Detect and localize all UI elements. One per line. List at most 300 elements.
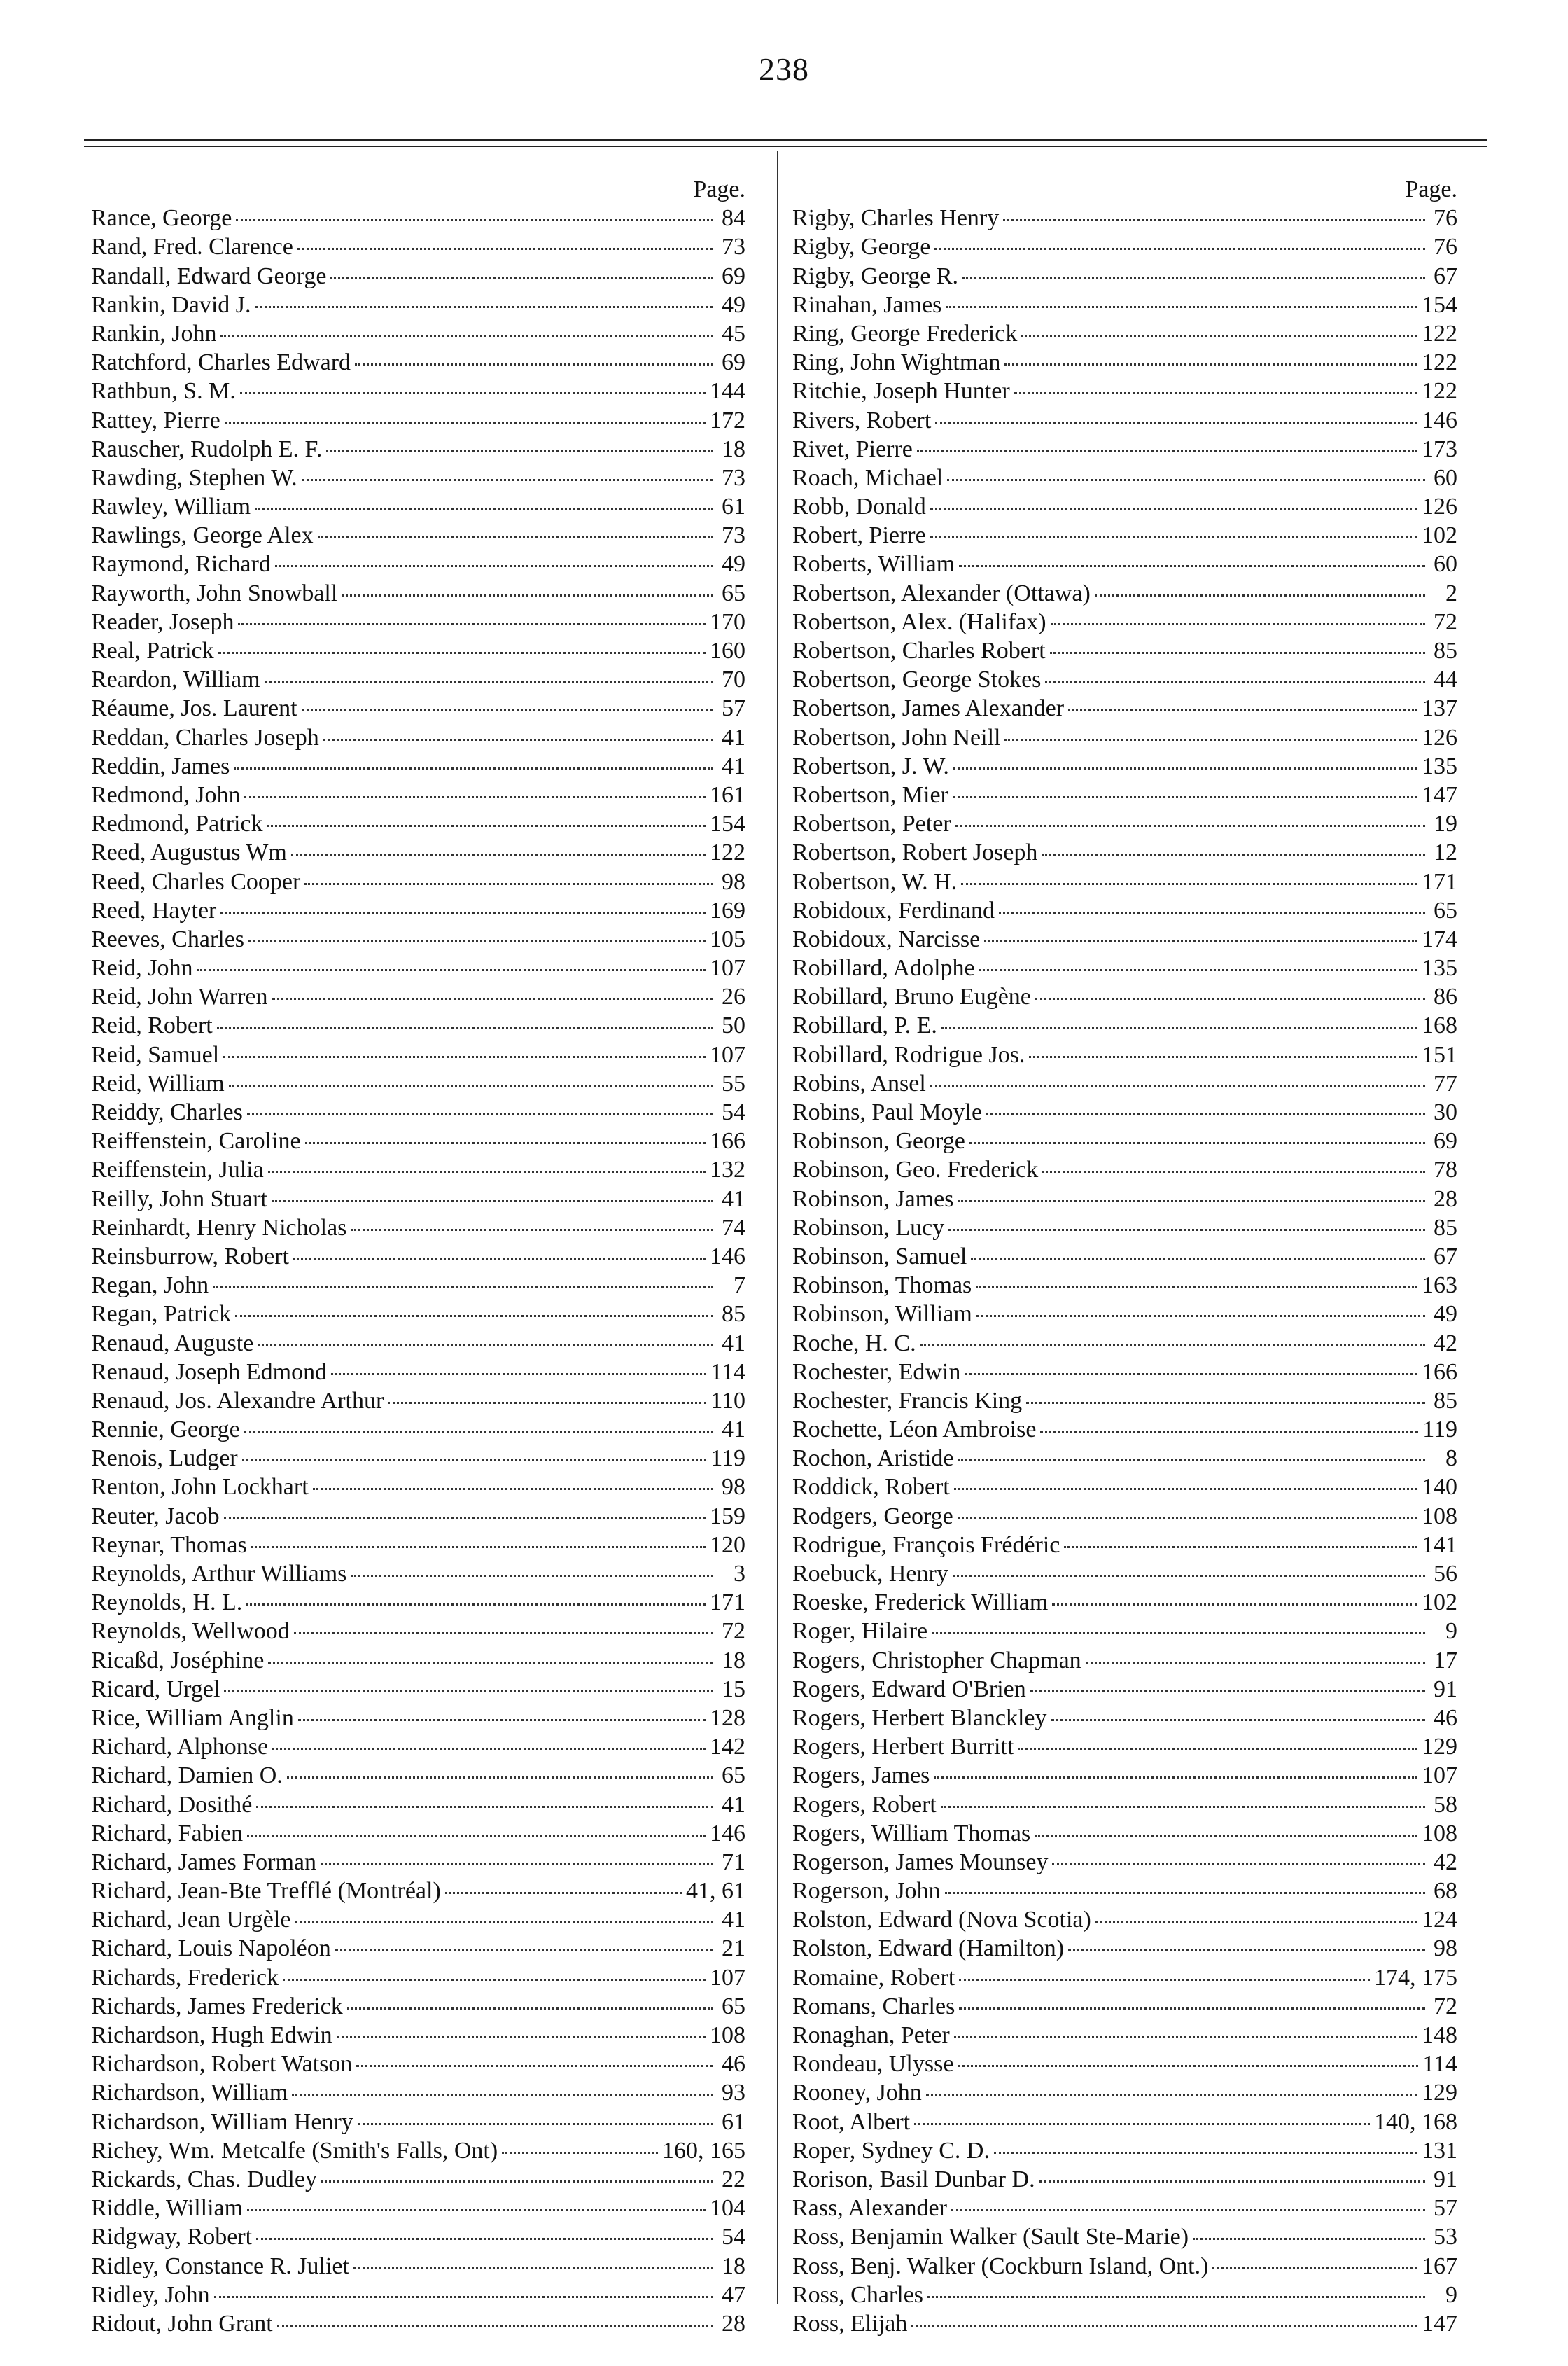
entry-name: Romans, Charles [792, 1993, 955, 2019]
dot-leader [298, 1719, 706, 1721]
index-entry [91, 319, 746, 348]
dot-leader [305, 1142, 706, 1144]
dot-leader [920, 1344, 1425, 1346]
index-entry [792, 781, 1457, 809]
entry-name: Reed, Charles Cooper [91, 868, 301, 895]
index-entry [792, 1848, 1457, 1877]
index-entry [91, 1069, 746, 1098]
index-entry [792, 1704, 1457, 1732]
index-entry [91, 1790, 746, 1819]
index-entry [792, 1271, 1457, 1300]
entry-page-reference: 78 [1434, 1157, 1457, 1183]
index-entry [792, 1155, 1457, 1184]
dot-leader [1003, 219, 1425, 221]
entry-page-reference: 49 [1434, 1301, 1457, 1328]
entry-name: Robillard, Bruno Eugène [792, 984, 1031, 1010]
dot-leader [1045, 681, 1425, 683]
dot-leader [223, 1056, 706, 1058]
entry-name: Richard, Louis Napoléon [91, 1935, 331, 1962]
index-entry [91, 2078, 746, 2107]
entry-name: Reuter, Jacob [91, 1503, 220, 1529]
entry-page-reference: 49 [722, 291, 746, 318]
index-entry [792, 2108, 1457, 2136]
entry-name: Reid, Robert [91, 1012, 213, 1039]
dot-leader [935, 422, 1418, 424]
index-column-right [792, 175, 1457, 2338]
index-entry [792, 1559, 1457, 1588]
entry-name: Regan, John [91, 1272, 209, 1299]
entry-page-reference: 45 [722, 320, 746, 347]
dot-leader [318, 536, 713, 538]
dot-leader [1068, 1949, 1425, 1951]
dot-leader [275, 565, 713, 567]
dot-leader [335, 1949, 713, 1951]
index-entry [91, 896, 746, 925]
index-entry [91, 2222, 746, 2251]
dot-leader [256, 1806, 713, 1808]
dot-leader [267, 825, 706, 827]
entry-name: Rawley, William [91, 494, 251, 520]
dot-leader [1029, 1056, 1418, 1058]
index-entry [792, 1185, 1457, 1213]
dot-leader [277, 2325, 713, 2327]
dot-leader [941, 1806, 1425, 1808]
index-entry [91, 809, 746, 838]
index-entry [91, 982, 746, 1011]
index-entry [91, 464, 746, 492]
page-column-header: Page. [693, 176, 746, 202]
index-entry [792, 868, 1457, 896]
index-entry [91, 1386, 746, 1415]
index-entry [91, 1098, 746, 1127]
index-entry [91, 1531, 746, 1559]
index-entry [91, 1011, 746, 1040]
entry-name: Robinson, James [792, 1185, 954, 1212]
dot-leader [213, 1286, 713, 1288]
entry-page-reference: 126 [1422, 494, 1457, 520]
index-entry [91, 550, 746, 578]
entry-page-reference: 98 [1434, 1935, 1457, 1962]
index-entry [91, 2136, 746, 2165]
entry-name: Rogers, Herbert Blanckley [792, 1704, 1047, 1731]
entry-name: Roeske, Frederick William [792, 1589, 1049, 1616]
dot-leader [291, 854, 706, 856]
entry-page-reference: 54 [722, 2224, 746, 2250]
index-entry [91, 2252, 746, 2281]
entry-page-reference: 171 [710, 1589, 746, 1616]
entry-name: Reader, Joseph [91, 608, 234, 635]
dot-leader [358, 2123, 713, 2125]
entry-name: Reynolds, Arthur Williams [91, 1561, 347, 1587]
entry-page-reference: 104 [710, 2195, 746, 2222]
index-entry [792, 550, 1457, 578]
entry-page-reference: 168 [1422, 1012, 1457, 1039]
index-entry [91, 1934, 746, 1963]
dot-leader [197, 969, 706, 971]
entry-name: Richardson, Hugh Edwin [91, 2022, 332, 2048]
dot-leader [247, 2209, 706, 2211]
entry-page-reference: 50 [722, 1012, 746, 1039]
entry-name: Robertson, John Neill [792, 724, 1001, 751]
dot-leader [293, 1258, 706, 1260]
index-entry [91, 1992, 746, 2021]
entry-page-reference: 163 [1422, 1272, 1457, 1299]
entry-page-reference: 102 [1422, 1589, 1457, 1616]
entry-page-reference: 65 [722, 580, 746, 606]
index-entry [91, 1473, 746, 1501]
entry-page-reference: 85 [1434, 1387, 1457, 1414]
dot-leader [954, 2036, 1418, 2038]
entry-page-reference: 84 [722, 205, 746, 232]
entry-name: Richard, Fabien [91, 1820, 244, 1846]
dot-leader [953, 767, 1418, 770]
index-entry [792, 1790, 1457, 1819]
dot-leader [242, 1459, 707, 1461]
index-entry [792, 2252, 1457, 2281]
index-entry [792, 608, 1457, 636]
entry-name: Ronaghan, Peter [792, 2022, 950, 2048]
index-entry [792, 1127, 1457, 1155]
dot-leader [1035, 998, 1425, 1000]
dot-leader [217, 1027, 713, 1029]
entry-page-reference: 65 [1434, 897, 1457, 924]
entry-name: Reardon, William [91, 667, 260, 693]
index-entry [91, 1559, 746, 1588]
index-entry [792, 2222, 1457, 2251]
entry-page-reference: 98 [722, 1474, 746, 1501]
index-entry [792, 1502, 1457, 1531]
index-entry [91, 1502, 746, 1531]
entry-name: Rennie, George [91, 1417, 240, 1443]
entry-page-reference: 114 [1422, 2051, 1457, 2078]
entry-page-reference: 30 [1434, 1099, 1457, 1125]
entry-page-reference: 41 [722, 724, 746, 751]
index-entry-list [91, 204, 746, 2338]
entry-page-reference: 102 [1422, 522, 1457, 549]
entry-page-reference: 128 [710, 1704, 746, 1731]
index-entry [91, 1905, 746, 1934]
entry-name: Reid, Samuel [91, 1041, 220, 1068]
entry-name: Regan, Patrick [91, 1301, 232, 1328]
index-entry [792, 665, 1457, 694]
entry-name: Reeves, Charles [91, 926, 245, 952]
dot-leader [244, 1431, 713, 1433]
entry-page-reference: 108 [710, 2022, 746, 2048]
entry-name: Richardson, William [91, 2080, 288, 2106]
index-entry [91, 925, 746, 954]
index-entry [91, 723, 746, 752]
index-entry [91, 1041, 746, 1069]
dot-leader [229, 1085, 713, 1087]
index-entry [792, 1473, 1457, 1501]
entry-page-reference: 85 [1434, 1214, 1457, 1241]
entry-name: Rogerson, John [792, 1878, 941, 1905]
dot-leader [220, 912, 706, 914]
entry-page-reference: 146 [710, 1243, 746, 1269]
index-entry [91, 636, 746, 665]
entry-name: Ridout, John Grant [91, 2310, 273, 2337]
dot-leader [337, 2036, 706, 2038]
entry-page-reference: 131 [1422, 2137, 1457, 2164]
entry-name: Redmond, John [91, 781, 241, 808]
entry-page-reference: 147 [1422, 781, 1457, 808]
entry-name: Robinson, George [792, 1128, 965, 1155]
entry-name: Reiffenstein, Julia [91, 1157, 264, 1183]
index-entry [91, 665, 746, 694]
dot-leader [321, 1863, 713, 1865]
dot-leader [272, 1200, 713, 1202]
index-entry [792, 464, 1457, 492]
entry-page-reference: 147 [1422, 2310, 1457, 2337]
index-entry [792, 521, 1457, 550]
entry-page-reference: 160 [710, 638, 746, 664]
entry-name: Richard, Damien O. [91, 1762, 283, 1789]
dot-leader [224, 1517, 706, 1519]
index-entry [792, 1041, 1457, 1069]
entry-page-reference: 77 [1434, 1070, 1457, 1097]
entry-name: Rochester, Edwin [792, 1358, 961, 1385]
entry-page-reference: 129 [1422, 1734, 1457, 1760]
index-entry [91, 954, 746, 982]
entry-page-reference: 146 [710, 1820, 746, 1846]
entry-page-reference: 85 [722, 1301, 746, 1328]
entry-page-reference: 18 [722, 1647, 746, 1673]
entry-name: Rickards, Chas. Dudley [91, 2166, 317, 2192]
entry-name: Rodgers, George [792, 1503, 953, 1529]
entry-name: Rogers, Christopher Chapman [792, 1647, 1082, 1673]
entry-name: Rawding, Stephen W. [91, 464, 298, 491]
entry-name: Ring, John Wightman [792, 349, 1001, 376]
dot-leader [951, 2209, 1425, 2211]
dot-leader [958, 1200, 1425, 1202]
dot-leader [244, 796, 706, 798]
entry-page-reference: 74 [722, 1214, 746, 1241]
entry-page-reference: 67 [1434, 263, 1457, 289]
entry-page-reference: 166 [710, 1128, 746, 1155]
dot-leader [1042, 854, 1425, 856]
entry-page-reference: 41 [722, 1791, 746, 1818]
entry-name: Robillard, P. E. [792, 1012, 937, 1039]
dot-leader [930, 508, 1418, 510]
index-entry [91, 1819, 746, 1848]
dot-leader [268, 1662, 713, 1664]
page-column-header: Page. [1405, 176, 1457, 202]
index-entry [792, 1761, 1457, 1790]
dot-leader [302, 709, 713, 711]
index-entry [91, 1242, 746, 1271]
dot-leader [323, 739, 713, 741]
index-entry [792, 982, 1457, 1011]
index-entry [91, 1761, 746, 1790]
dot-leader [959, 1979, 1370, 1981]
entry-page-reference: 170 [710, 608, 746, 635]
index-entry [792, 1242, 1457, 1271]
dot-leader [994, 2152, 1418, 2154]
index-entry [792, 406, 1457, 435]
entry-page-reference: 129 [1422, 2080, 1457, 2106]
entry-name: Rochester, Francis King [792, 1387, 1023, 1414]
entry-name: Rigby, George [792, 234, 931, 260]
dot-leader [272, 998, 713, 1000]
entry-page-reference: 9 [1446, 1618, 1457, 1645]
index-entry [792, 348, 1457, 377]
dot-leader [295, 1921, 713, 1923]
entry-page-reference: 122 [1422, 349, 1457, 376]
entry-name: Reynolds, Wellwood [91, 1618, 290, 1645]
dot-leader [251, 1546, 706, 1548]
dot-leader [354, 2267, 713, 2269]
entry-page-reference: 61 [722, 2108, 746, 2135]
dot-leader [986, 1113, 1425, 1115]
entry-page-reference: 141 [1422, 1531, 1457, 1558]
entry-page-reference: 146 [1422, 407, 1457, 433]
entry-name: Roper, Sydney C. D. [792, 2137, 990, 2164]
index-entry [792, 2194, 1457, 2222]
entry-name: Reynolds, H. L. [91, 1589, 243, 1616]
entry-name: Roddick, Robert [792, 1474, 950, 1501]
entry-page-reference: 173 [1422, 436, 1457, 462]
entry-page-reference: 7 [734, 1272, 746, 1299]
dot-leader [1096, 1921, 1418, 1923]
dot-leader [1064, 1546, 1418, 1548]
entry-page-reference: 71 [722, 1849, 746, 1875]
entry-page-reference: 69 [1434, 1128, 1457, 1155]
dot-leader [1030, 1690, 1425, 1692]
index-column-left [91, 175, 746, 2338]
entry-name: Reddan, Charles Joseph [91, 724, 319, 751]
entry-name: Rorison, Basil Dunbar D. [792, 2166, 1035, 2192]
index-entry [792, 1444, 1457, 1473]
index-entry [792, 1098, 1457, 1127]
entry-name: Reddin, James [91, 753, 230, 779]
entry-page-reference: 60 [1434, 551, 1457, 578]
index-entry [91, 1444, 746, 1473]
entry-name: Roebuck, Henry [792, 1561, 948, 1587]
dot-leader [247, 1113, 713, 1115]
entry-name: Robertson, Robert Joseph [792, 840, 1038, 866]
entry-name: Rochette, Léon Ambroise [792, 1417, 1037, 1443]
dot-leader [214, 2296, 713, 2298]
entry-page-reference: 161 [710, 781, 746, 808]
dot-leader [331, 1373, 706, 1375]
dot-leader [1021, 335, 1418, 337]
dot-leader [283, 1979, 706, 1981]
dot-leader [1040, 2180, 1425, 2183]
dot-leader [238, 623, 706, 625]
index-entry [792, 1329, 1457, 1358]
entry-name: Richard, Dosithé [91, 1791, 253, 1818]
entry-name: Robertson, George Stokes [792, 667, 1042, 693]
index-entry [91, 2281, 746, 2309]
index-entry [91, 2021, 746, 2050]
entry-name: Robert, Pierre [792, 522, 926, 549]
dot-leader [959, 565, 1425, 567]
entry-page-reference: 28 [1434, 1185, 1457, 1212]
entry-name: Richard, James Forman [91, 1849, 316, 1875]
entry-name: Robertson, James Alexander [792, 695, 1065, 722]
index-entry [792, 954, 1457, 982]
entry-name: Robinson, William [792, 1301, 972, 1328]
index-entry [792, 291, 1457, 319]
dot-leader [958, 1459, 1425, 1461]
entry-page-reference: 41, 61 [686, 1878, 746, 1905]
entry-page-reference: 108 [1422, 1503, 1457, 1529]
index-entry [91, 1213, 746, 1242]
index-entry [792, 838, 1457, 867]
dot-leader [934, 1776, 1418, 1779]
index-entry [792, 1675, 1457, 1704]
entry-name: Riddle, William [91, 2195, 244, 2222]
entry-name: Romaine, Robert [792, 1964, 955, 1991]
dot-leader [1004, 739, 1418, 741]
dot-leader [355, 363, 713, 366]
entry-page-reference: 119 [1422, 1417, 1457, 1443]
index-entry [91, 1646, 746, 1675]
dot-leader [911, 2325, 1418, 2327]
dot-leader [255, 306, 713, 308]
entry-page-reference: 9 [1446, 2281, 1457, 2308]
entry-page-reference: 85 [1434, 638, 1457, 664]
index-entry [792, 1934, 1457, 1963]
dot-leader [265, 681, 713, 683]
entry-page-reference: 46 [1434, 1704, 1457, 1731]
dot-leader [941, 1027, 1418, 1029]
index-entry [91, 694, 746, 723]
entry-name: Reinsburrow, Robert [91, 1243, 289, 1269]
index-entry [91, 291, 746, 319]
entry-page-reference: 159 [710, 1503, 746, 1529]
index-entry [91, 1963, 746, 1992]
entry-name: Réaume, Jos. Laurent [91, 695, 298, 722]
dot-leader [926, 2094, 1418, 2096]
entry-name: Rivet, Pierre [792, 436, 913, 462]
entry-name: Robertson, Mier [792, 781, 948, 808]
entry-page-reference: 2 [1446, 580, 1457, 606]
entry-page-reference: 144 [710, 378, 746, 405]
index-entry [792, 1415, 1457, 1444]
index-entry [792, 2021, 1457, 2050]
index-entry [91, 521, 746, 550]
entry-name: Rance, George [91, 205, 232, 232]
entry-page-reference: 65 [722, 1762, 746, 1789]
dot-leader [930, 1085, 1425, 1087]
entry-page-reference: 44 [1434, 667, 1457, 693]
dot-leader [1052, 1863, 1425, 1865]
entry-name: Robinson, Lucy [792, 1214, 945, 1241]
dot-leader [240, 392, 706, 394]
entry-page-reference: 47 [722, 2281, 746, 2308]
entry-name: Ricaßd, Joséphine [91, 1647, 265, 1673]
entry-page-reference: 22 [722, 2166, 746, 2192]
index-entry [792, 1531, 1457, 1559]
dot-leader [234, 767, 713, 770]
dot-leader [953, 796, 1418, 798]
entry-page-reference: 140, 168 [1374, 2108, 1457, 2135]
dot-leader [948, 1229, 1425, 1231]
entry-name: Robertson, Alexander (Ottawa) [792, 580, 1091, 606]
index-entry [792, 1358, 1457, 1386]
column-divider [777, 151, 778, 2304]
entry-name: Roach, Michael [792, 464, 944, 491]
dot-leader [304, 883, 713, 885]
entry-name: Rogers, Robert [792, 1791, 937, 1818]
entry-page-reference: 148 [1422, 2022, 1457, 2048]
entry-name: Rolston, Edward (Hamilton) [792, 1935, 1065, 1962]
dot-leader [225, 422, 706, 424]
entry-page-reference: 3 [734, 1561, 746, 1587]
dot-leader [351, 1229, 713, 1231]
entry-name: Reiffenstein, Caroline [91, 1128, 301, 1155]
